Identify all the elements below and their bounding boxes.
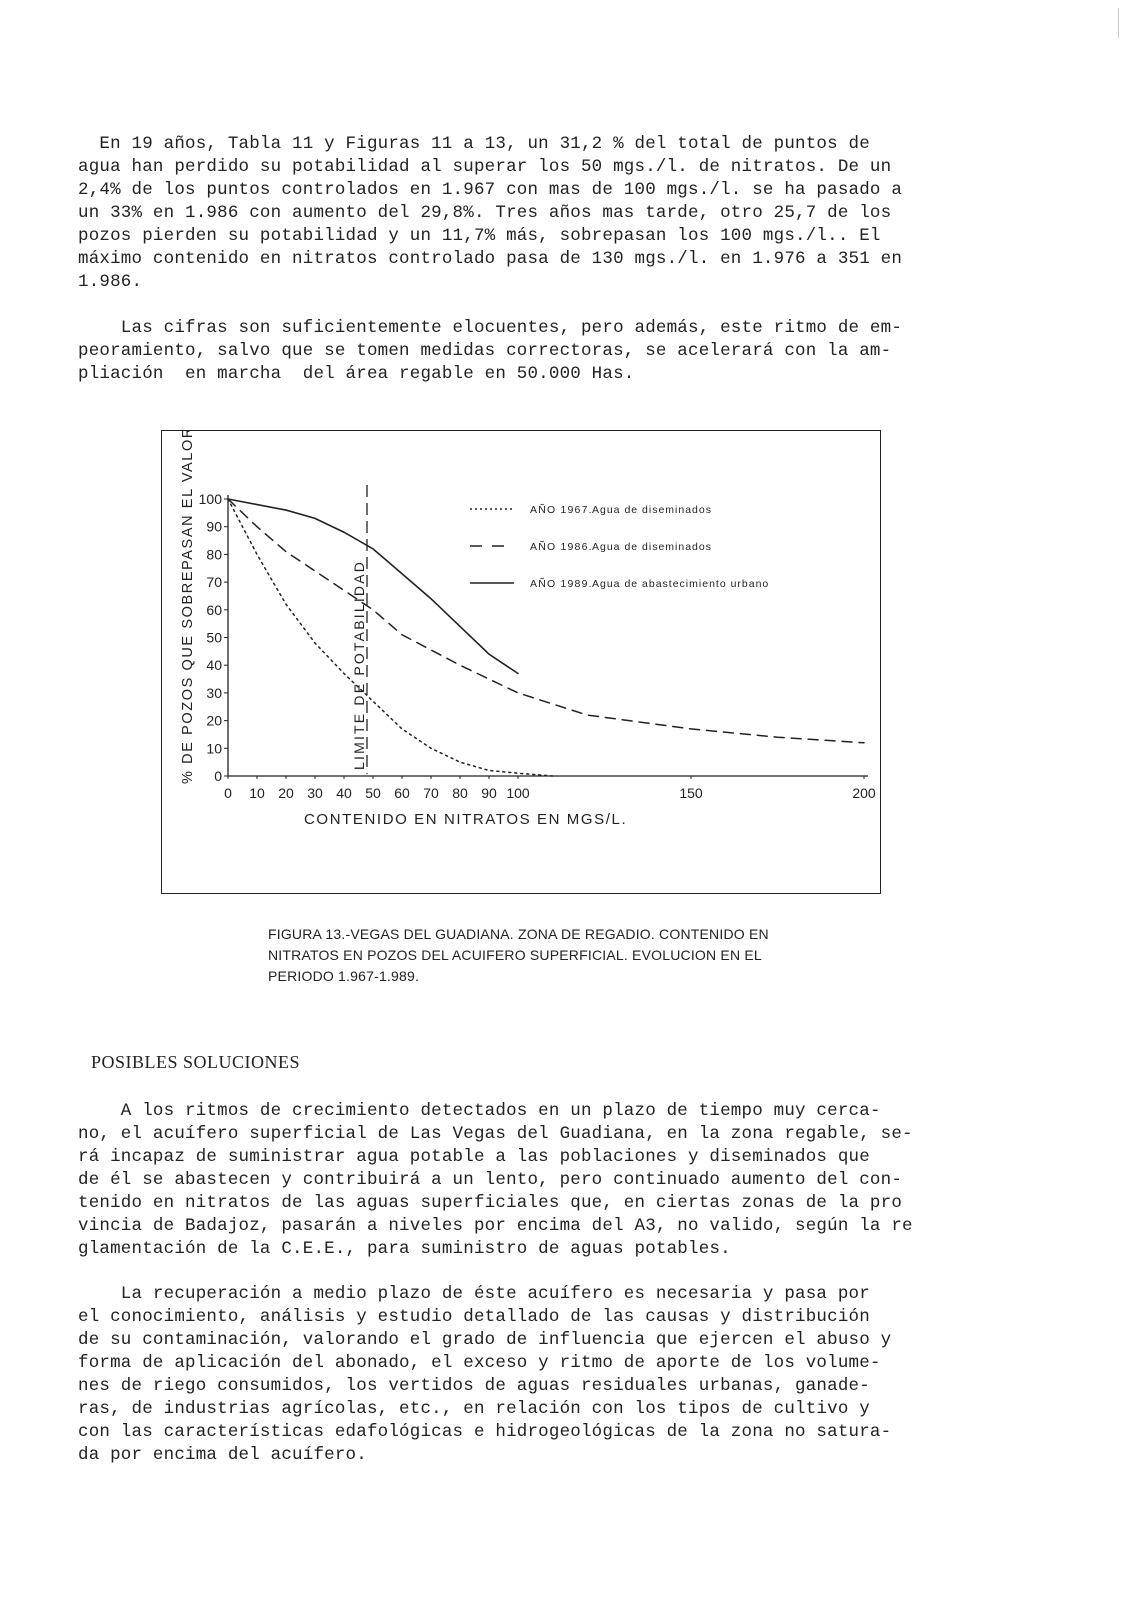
text-line: glamentación de la C.E.E., para suministro de aguas potables. bbox=[78, 1239, 731, 1259]
potability-limit bbox=[351, 485, 367, 774]
y-tick-label: 20 bbox=[206, 712, 222, 729]
text-line: En 19 años, Tabla 11 y Figuras 11 a 13, un 31,2 % del total de puntos de bbox=[78, 134, 870, 154]
intro-paragraph bbox=[78, 133, 978, 294]
caption-line: FIGURA 13.-VEGAS DEL GUADIANA. ZONA DE REGADIO. CONTENIDO EN bbox=[268, 926, 769, 942]
x-tick-label: 30 bbox=[307, 785, 323, 801]
y-tick-label: 10 bbox=[206, 740, 222, 757]
x-tick-label: 70 bbox=[423, 785, 439, 801]
x-tick-label: 100 bbox=[506, 785, 530, 801]
x-tick-label: 10 bbox=[249, 785, 265, 801]
x-tick-label: 40 bbox=[336, 785, 352, 801]
text-line: de su contaminación, valorando el grado de influencia que ejercen el abuso y bbox=[78, 1330, 892, 1350]
text-line: tenido en nitratos de las aguas superficiales que, en ciertas zonas de la pro bbox=[78, 1193, 903, 1213]
solutions-paragraph bbox=[78, 1100, 978, 1261]
legend-description: Agua de abastecimiento urbano bbox=[592, 578, 770, 590]
text-line: no, el acuífero superficial de Las Vegas del Guadiana, en la zona regable, se- bbox=[78, 1124, 913, 1144]
x-axis-ticks bbox=[224, 776, 876, 801]
text-line: A los ritmos de crecimiento detectados en un plazo de tiempo muy cerca- bbox=[78, 1101, 881, 1121]
nitrate-chart bbox=[162, 431, 879, 892]
text-line: ras, de industrias agrícolas, etc., en relación con los tipos de cultivo y bbox=[78, 1399, 870, 1419]
text-line: con las características edafológicas e hidrogeológicas de la zona no satura- bbox=[78, 1422, 892, 1442]
x-tick-label: 50 bbox=[365, 785, 381, 801]
series-line-dashed bbox=[228, 499, 864, 743]
text-line: pliación en marcha del área regable en 50.000 Has. bbox=[78, 364, 635, 384]
x-tick-label: 20 bbox=[278, 785, 294, 801]
y-tick-label: 30 bbox=[206, 684, 222, 701]
y-tick-label: 60 bbox=[206, 601, 222, 618]
text-line: pozos pierden su potabilidad y un 11,7% más, sobrepasan los 100 mgs./l.. El bbox=[78, 226, 881, 246]
x-tick-label: 0 bbox=[224, 785, 232, 801]
y-axis-label: % DE POZOS QUE SOBREPASAN EL VALOR bbox=[180, 431, 196, 784]
y-tick-label: 0 bbox=[214, 768, 222, 784]
text-line: de él se abastecen y contribuirá a un lento, pero continuado aumento del con- bbox=[78, 1170, 903, 1190]
legend-year: AÑO 1967. bbox=[530, 504, 593, 516]
page-edge-mark bbox=[1118, 8, 1119, 38]
text-line: el conocimiento, análisis y estudio detallado de las causas y distribución bbox=[78, 1307, 870, 1327]
y-axis-ticks bbox=[199, 491, 228, 784]
y-tick-label: 80 bbox=[206, 546, 222, 563]
caption-line: NITRATOS EN POZOS DEL ACUIFERO SUPERFICIAL. EVOLUCION EN EL bbox=[268, 947, 762, 963]
figure-13-chart-frame bbox=[161, 430, 881, 894]
y-tick-label: 40 bbox=[206, 657, 222, 674]
limit-label: LIMITE DE POTABILIDAD bbox=[351, 559, 367, 770]
x-tick-label: 200 bbox=[852, 785, 876, 801]
section-heading: POSIBLES SOLUCIONES bbox=[91, 1052, 301, 1072]
x-tick-label: 60 bbox=[394, 785, 410, 801]
y-tick-label: 100 bbox=[198, 491, 222, 507]
x-tick-label: 150 bbox=[679, 785, 703, 801]
chart-axes bbox=[228, 495, 868, 776]
text-line: agua han perdido su potabilidad al superar los 50 mgs./l. de nitratos. De un bbox=[78, 157, 892, 177]
text-line: un 33% en 1.986 con aumento del 29,8%. Tres años mas tarde, otro 25,7 de los bbox=[78, 203, 892, 223]
legend-year: AÑO 1989. bbox=[530, 578, 593, 590]
y-tick-label: 90 bbox=[206, 518, 222, 535]
caption-line: PERIODO 1.967-1.989. bbox=[268, 968, 420, 984]
text-line: máximo contenido en nitratos controlado pasa de 130 mgs./l. en 1.976 a 351 en bbox=[78, 249, 903, 269]
legend-year: AÑO 1986. bbox=[530, 541, 593, 553]
text-line: forma de aplicación del abonado, el exceso y ritmo de aporte de los volume- bbox=[78, 1353, 881, 1373]
series-line-dotted bbox=[228, 499, 553, 776]
text-line: nes de riego consumidos, los vertidos de aguas residuales urbanas, ganade- bbox=[78, 1376, 870, 1396]
text-line: La recuperación a medio plazo de éste acuífero es necesaria y pasa por bbox=[78, 1284, 870, 1304]
chart-legend bbox=[470, 503, 769, 590]
x-tick-label: 80 bbox=[452, 785, 468, 801]
legend-description: Agua de diseminados bbox=[592, 504, 712, 516]
y-tick-label: 50 bbox=[206, 629, 222, 646]
text-line: da por encima del acuífero. bbox=[78, 1445, 367, 1465]
x-tick-label: 90 bbox=[481, 785, 497, 801]
text-line: 2,4% de los puntos controlados en 1.967 con mas de 100 mgs./l. se ha pasado a bbox=[78, 180, 903, 200]
text-line: 1.986. bbox=[78, 272, 143, 292]
second-paragraph bbox=[78, 317, 978, 386]
text-line: peoramiento, salvo que se tomen medidas correctoras, se acelerará con la am- bbox=[78, 341, 892, 361]
text-line: vincia de Badajoz, pasarán a niveles por encima del A3, no valido, según la re bbox=[78, 1216, 913, 1236]
text-line: rá incapaz de suministrar agua potable a las poblaciones y diseminados que bbox=[78, 1147, 870, 1167]
recovery-paragraph bbox=[78, 1283, 978, 1467]
text-line: Las cifras son suficientemente elocuentes, pero además, este ritmo de em- bbox=[78, 318, 903, 338]
y-tick-label: 70 bbox=[206, 574, 222, 591]
figure-caption bbox=[268, 924, 828, 987]
x-axis-label: CONTENIDO EN NITRATOS EN MGS/L. bbox=[304, 811, 628, 828]
series-line-solid bbox=[228, 499, 518, 674]
legend-description: Agua de diseminados bbox=[592, 541, 712, 553]
